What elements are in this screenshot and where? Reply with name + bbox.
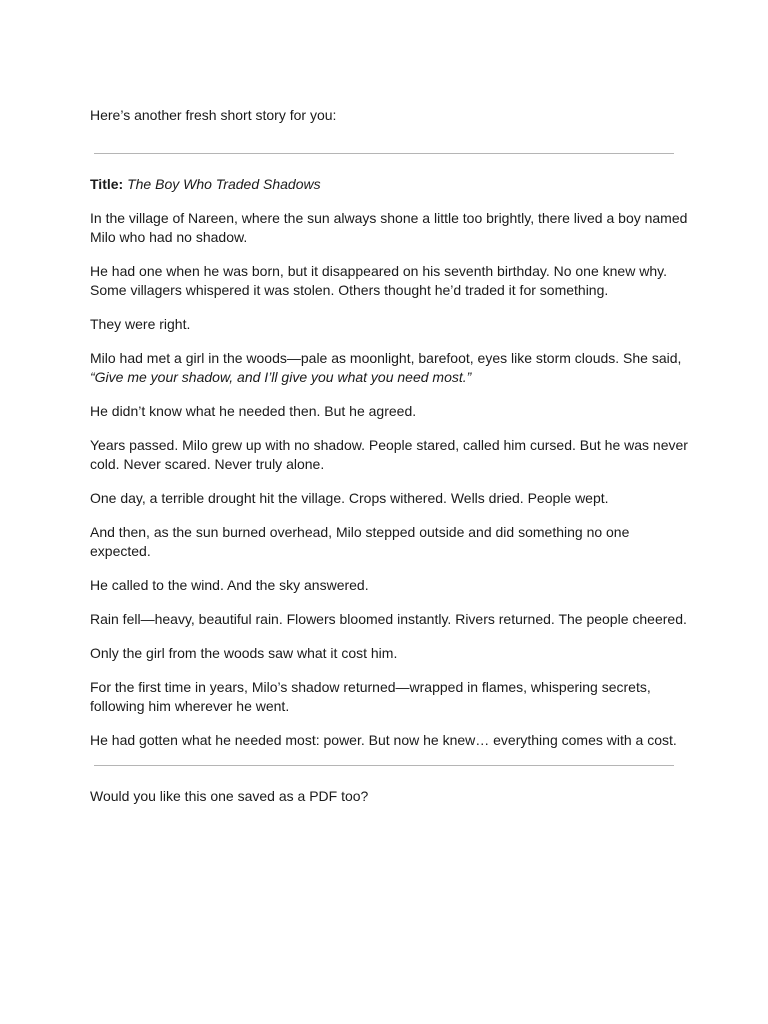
- paragraph-4: [90, 349, 690, 387]
- bottom-divider: [94, 765, 674, 766]
- paragraph-4-text: Milo had met a girl in the woods—pale as moonlight, barefoot, eyes like storm clouds. She said,: [90, 350, 682, 366]
- paragraph-10: Rain fell—heavy, beautiful rain. Flowers bloomed instantly. Rivers returned. The people cheered.: [90, 611, 687, 627]
- paragraph-11: Only the girl from the woods saw what it cost him.: [90, 645, 398, 661]
- story-title: [90, 175, 690, 194]
- paragraph-6: Years passed. Milo grew up with no shadow. People stared, called him cursed. But he was never cold. Never scared. Never truly alone.: [90, 437, 688, 472]
- paragraph-1: In the village of Nareen, where the sun always shone a little too brightly, there lived a boy named Milo who had no shadow.: [90, 210, 688, 245]
- paragraph-12: For the first time in years, Milo’s shadow returned—wrapped in flames, whispering secrets, following him wherever he went.: [90, 679, 651, 714]
- paragraph-8: And then, as the sun burned overhead, Milo stepped outside and did something no one expected.: [90, 524, 630, 559]
- title-label: Title:: [90, 176, 124, 192]
- paragraph-2: He had one when he was born, but it disappeared on his seventh birthday. No one knew why. Some villagers whispered it was stolen. Others thought he’d traded it for something.: [90, 263, 667, 298]
- intro-text: Here’s another fresh short story for you:: [90, 107, 337, 123]
- top-divider: [94, 153, 674, 154]
- paragraph-9: He called to the wind. And the sky answered.: [90, 577, 369, 593]
- paragraph-3: They were right.: [90, 316, 191, 332]
- shadow-quote: “Give me your shadow, and I’ll give you what you need most.”: [90, 369, 472, 385]
- paragraph-7: One day, a terrible drought hit the village. Crops withered. Wells dried. People wept.: [90, 490, 609, 506]
- paragraph-5: He didn’t know what he needed then. But he agreed.: [90, 403, 417, 419]
- paragraph-13: He had gotten what he needed most: power. But now he knew… everything comes with a cost.: [90, 732, 677, 748]
- closing-question: Would you like this one saved as a PDF too?: [90, 788, 369, 804]
- title-text: The Boy Who Traded Shadows: [127, 176, 321, 192]
- document-page: [90, 106, 690, 821]
